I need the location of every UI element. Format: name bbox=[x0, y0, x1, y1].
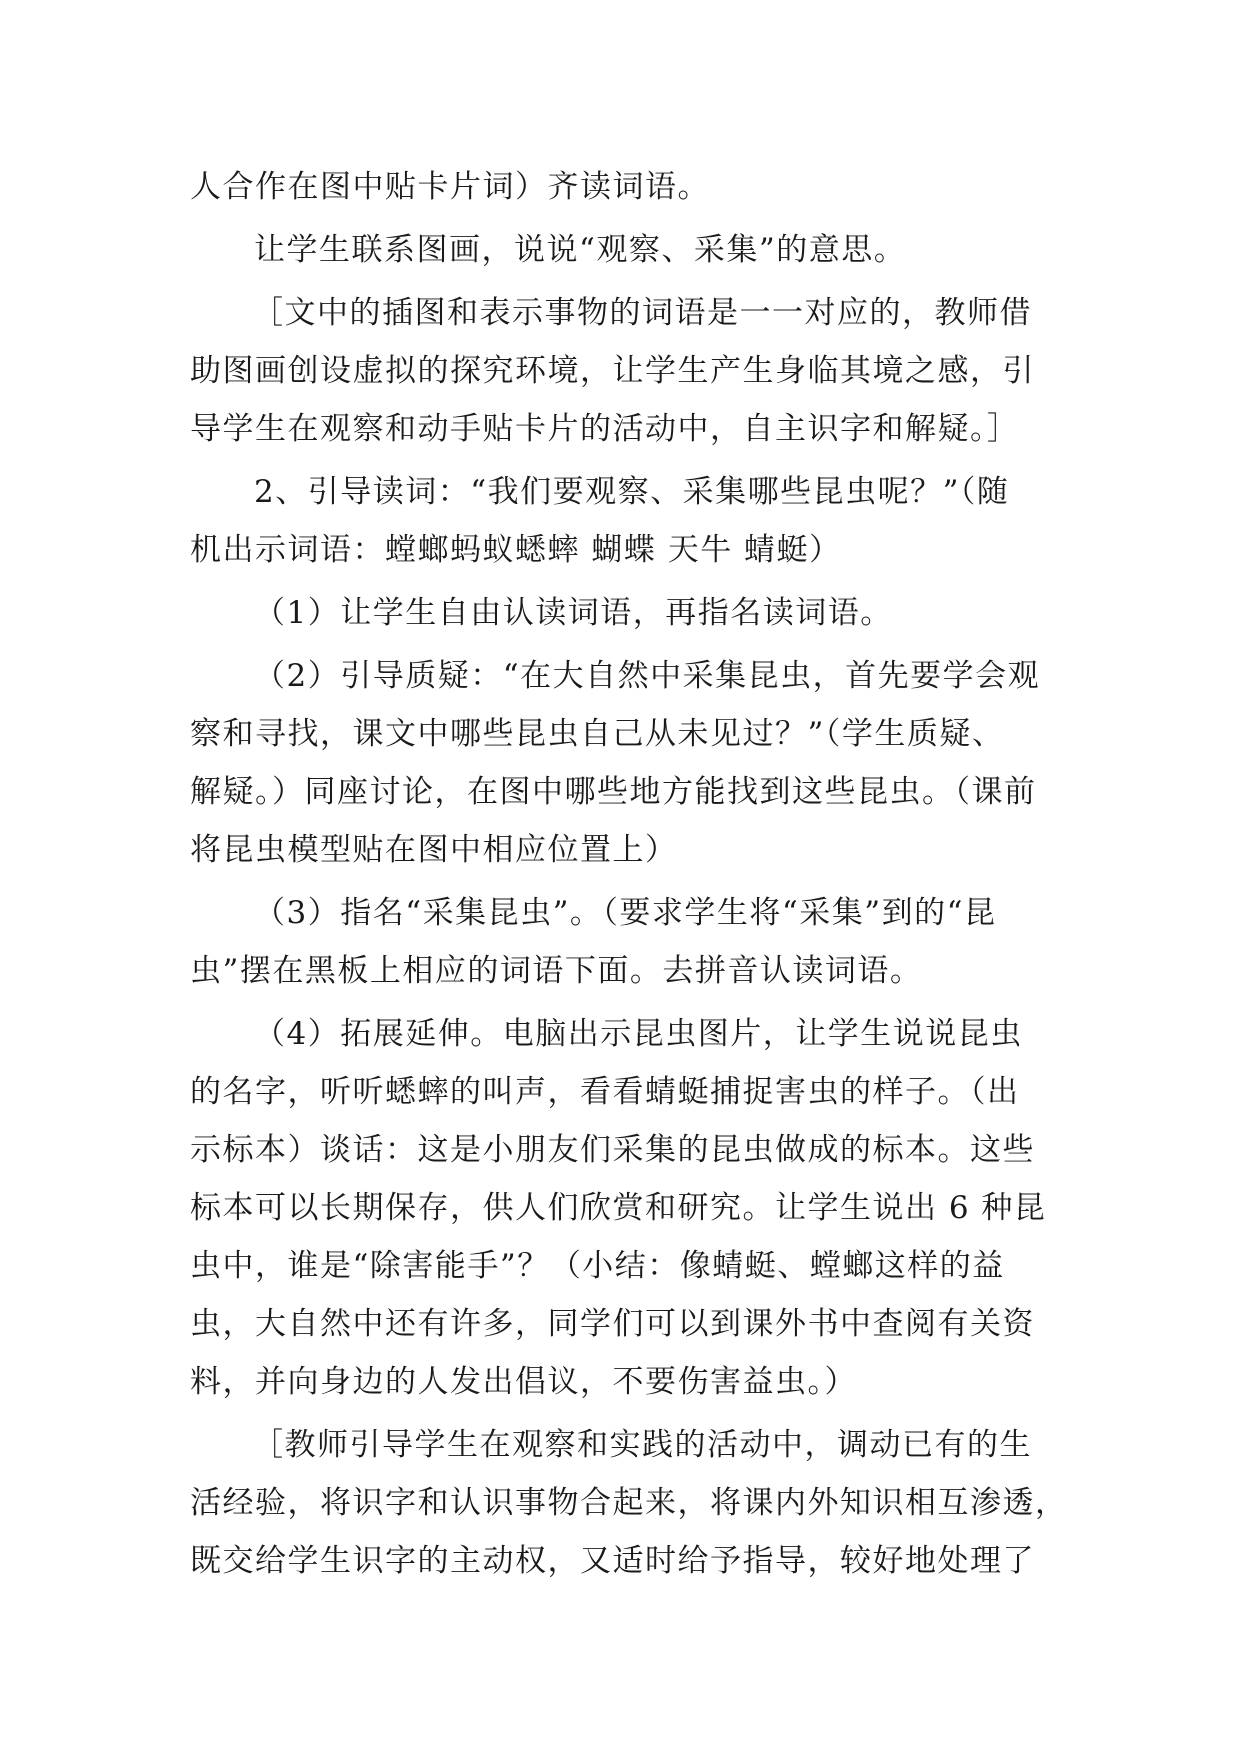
text-line: （3）指名“采集昆虫”。（要求学生将“采集”到的“昆 bbox=[254, 895, 997, 931]
text-line: （2）引导质疑：“在大自然中采集昆虫，首先要学会观 bbox=[254, 658, 1041, 694]
text-line: 活经验，将识字和认识事物合起来，将课内外知识相互渗透， bbox=[190, 1485, 1068, 1521]
text-line: （4）拓展延伸。电脑出示昆虫图片，让学生说说昆虫 bbox=[254, 1016, 1023, 1052]
text-line: 察和寻找，课文中哪些昆虫自己从未见过？”（学生质疑、 bbox=[190, 716, 1005, 752]
text-line: 的名字，听听蟋蟀的叫声，看看蜻蜓捕捉害虫的样子。（出 bbox=[190, 1074, 1020, 1110]
text-line: 示标本）谈话：这是小朋友们采集的昆虫做成的标本。这些 bbox=[190, 1132, 1035, 1168]
text-line: 虫中，谁是“除害能手”？（小结：像蜻蜓、螳螂这样的益 bbox=[190, 1248, 1005, 1284]
text-line: 标本可以长期保存，供人们欣赏和研究。让学生说出 6 种昆 bbox=[190, 1190, 1047, 1226]
text-line: ［教师引导学生在观察和实践的活动中，调动已有的生 bbox=[252, 1427, 1032, 1463]
text-line: 虫，大自然中还有许多，同学们可以到课外书中查阅有关资 bbox=[190, 1306, 1035, 1342]
text-line: 既交给学生识字的主动权，又适时给予指导，较好地处理了 bbox=[190, 1543, 1035, 1579]
text-line: 机出示词语：螳螂蚂蚁蟋蟀 蝴蝶 天牛 蜻蜓） bbox=[190, 532, 842, 568]
text-line: 虫”摆在黑板上相应的词语下面。去拼音认读词语。 bbox=[190, 953, 923, 989]
text-line: 让学生联系图画，说说“观察、采集”的意思。 bbox=[254, 232, 907, 268]
text-line: 料，并向身边的人发出倡议，不要伤害益虫。） bbox=[190, 1364, 857, 1400]
text-line: 2、引导读词：“我们要观察、采集哪些昆虫呢？”（随 bbox=[254, 474, 1010, 510]
text-line: 人合作在图中贴卡片词）齐读词语。 bbox=[190, 169, 710, 205]
text-line: 助图画创设虚拟的探究环境，让学生产生身临其境之感，引 bbox=[190, 353, 1035, 389]
text-line: 解疑。）同座讨论，在图中哪些地方能找到这些昆虫。（课前 bbox=[190, 774, 1037, 810]
text-line: 导学生在观察和动手贴卡片的活动中，自主识字和解疑。］ bbox=[190, 411, 1020, 447]
text-line: ［文中的插图和表示事物的词语是一一对应的，教师借 bbox=[252, 295, 1032, 331]
document-page bbox=[190, 158, 1068, 1590]
text-line: 将昆虫模型贴在图中相应位置上） bbox=[190, 832, 678, 868]
text-line: （1）让学生自由认读词语，再指名读词语。 bbox=[254, 595, 893, 631]
